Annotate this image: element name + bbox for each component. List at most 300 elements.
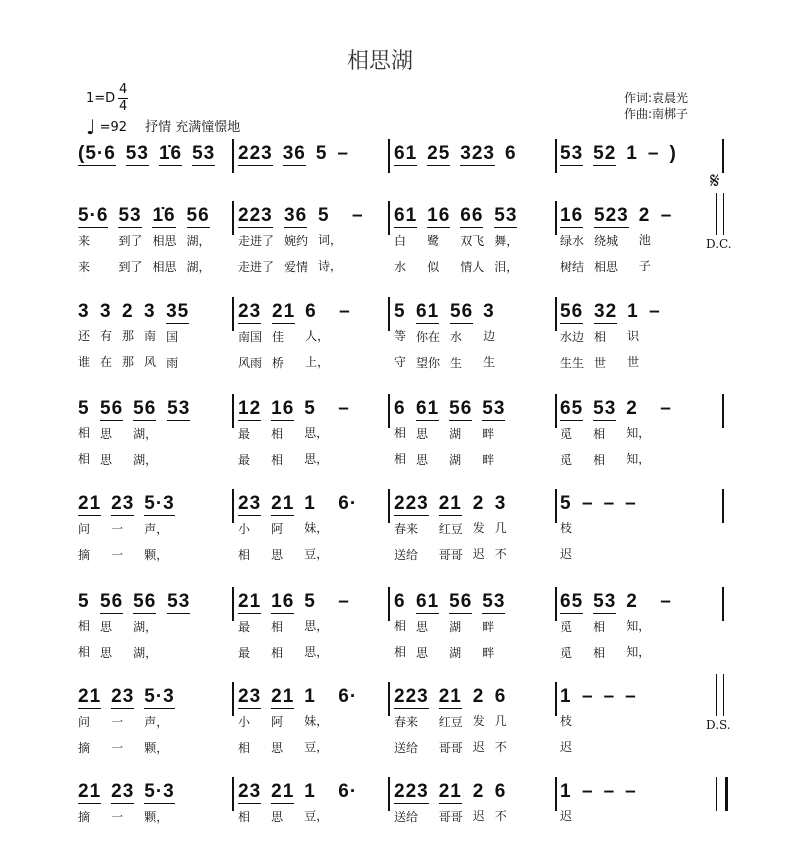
- note-group: 53: [593, 591, 617, 612]
- note-group: 2: [122, 301, 134, 322]
- measure: [560, 781, 637, 829]
- note-group: 53: [560, 143, 584, 164]
- note-column: [560, 591, 583, 666]
- note-column: [394, 686, 429, 761]
- key-signature: 1=D: [86, 91, 116, 106]
- note-group: 53: [167, 591, 191, 612]
- lyric-syllable: 觅: [560, 620, 573, 634]
- measure: [78, 686, 175, 761]
- note-column: [560, 398, 583, 473]
- note-group: 21: [238, 591, 262, 612]
- lyric-syllable: 哥哥: [438, 548, 463, 562]
- lyric-syllable: 南国: [238, 330, 263, 344]
- note-group: 5·3: [144, 686, 175, 707]
- lyric-syllable: 枝: [560, 714, 573, 728]
- note-column: [495, 686, 507, 761]
- note-group: 2: [472, 493, 485, 514]
- note-group: 1̇6: [158, 143, 183, 164]
- lyric-syllable: 摘: [78, 548, 91, 562]
- note-column: [238, 301, 262, 376]
- note-column: [494, 205, 518, 280]
- bar-line: [232, 489, 234, 523]
- credits: [624, 90, 688, 122]
- note-column: [460, 205, 484, 280]
- note-column: [305, 301, 329, 376]
- note-group: 2: [472, 686, 485, 707]
- note-column: [416, 301, 440, 376]
- lyric-syllable: 相思: [152, 234, 177, 248]
- lyric-syllable: 思: [100, 620, 113, 634]
- lyric-syllable: 相: [238, 548, 251, 562]
- lyric-syllable: 生: [483, 355, 496, 369]
- lyric-syllable: 相: [394, 619, 407, 633]
- note-group: 66: [460, 205, 484, 226]
- lyric-syllable: 哥哥: [438, 741, 463, 755]
- lyric-syllable: 绕城: [594, 234, 619, 248]
- note-group: –: [338, 398, 350, 419]
- measure: [560, 686, 637, 760]
- lyric-syllable: 鹭: [427, 234, 440, 248]
- bar-line: [388, 489, 390, 523]
- lyric-syllable: 颗，: [144, 548, 169, 562]
- lyric-syllable: 湖，: [133, 646, 158, 660]
- note-group: 16: [271, 398, 295, 419]
- bar-line: [722, 587, 724, 621]
- double-bar-line: [716, 193, 724, 235]
- note-group: 6: [394, 398, 406, 419]
- lyric-syllable: 畔: [482, 620, 495, 634]
- note-group: 2: [638, 205, 651, 226]
- note-group: 5: [78, 591, 90, 612]
- note-group: 16: [427, 205, 451, 226]
- note-column: [100, 301, 112, 376]
- note-group: 65: [560, 591, 584, 612]
- bar-line: [232, 682, 234, 716]
- note-column: [482, 398, 505, 473]
- note-group: 16: [271, 591, 295, 612]
- note-column: [560, 301, 584, 376]
- note-column: [166, 301, 189, 376]
- note-group: 36: [282, 143, 306, 164]
- note-group: 53: [167, 398, 191, 419]
- lyric-syllable: 湖，: [186, 234, 211, 248]
- note-column: [144, 781, 174, 830]
- note-group: –: [603, 686, 616, 707]
- lyric-syllable: 相: [593, 453, 606, 467]
- bar-line: [722, 394, 724, 428]
- note-group: 23: [238, 686, 262, 707]
- lyric-syllable: 来: [78, 234, 91, 248]
- lyric-syllable: 思，: [304, 619, 329, 633]
- note-column: [639, 205, 651, 280]
- lyric-syllable: 风: [144, 355, 157, 369]
- lyric-syllable: 一: [111, 715, 124, 729]
- lyric-syllable: 生生: [560, 356, 585, 370]
- note-group: 6·: [338, 781, 358, 802]
- note-column: [439, 493, 463, 568]
- lyric-syllable: 最: [238, 427, 251, 441]
- lyric-syllable: 相: [594, 330, 607, 344]
- note-column: [495, 781, 507, 830]
- note-group: 53: [118, 205, 142, 226]
- lyric-syllable: 摘: [78, 810, 91, 824]
- note-group: 21: [271, 686, 295, 707]
- lyric-syllable: 池: [638, 233, 651, 247]
- note-group: 53: [482, 398, 506, 419]
- note-column: [582, 686, 594, 760]
- lyric-syllable: 思，: [304, 426, 329, 440]
- note-group: 23: [238, 493, 262, 514]
- note-column: [604, 493, 616, 567]
- tempo-value: =92: [99, 120, 128, 135]
- note-column: [627, 301, 639, 376]
- note-column: [505, 143, 517, 166]
- bar-line: [388, 297, 390, 331]
- note-group: 6·: [338, 686, 358, 707]
- bar-line: [388, 201, 390, 235]
- tempo-marking: [86, 115, 240, 139]
- bar-line: [388, 682, 390, 716]
- lyric-syllable: 几: [494, 521, 507, 535]
- note-column: [625, 781, 637, 829]
- note-column: [460, 143, 495, 166]
- lyric-syllable: 迟: [472, 740, 485, 754]
- note-column: [416, 398, 439, 473]
- lyric-syllable: 相: [78, 619, 91, 633]
- lyric-syllable: 一: [111, 741, 124, 755]
- lyric-syllable: 小: [238, 715, 251, 729]
- note-column: [482, 591, 505, 666]
- note-column: [187, 205, 211, 280]
- note-column: [338, 686, 357, 761]
- note-group: 61: [394, 205, 418, 226]
- lyric-syllable: 情人: [460, 260, 485, 274]
- note-column: [394, 143, 417, 166]
- note-column: [238, 205, 274, 280]
- lyric-syllable: 望你: [416, 356, 441, 370]
- note-group: 523: [594, 205, 629, 226]
- note-column: [625, 493, 637, 567]
- note-group: 21: [272, 301, 296, 322]
- time-signature-bottom: 4: [119, 99, 128, 114]
- lyric-syllable: 生: [450, 356, 463, 370]
- lyric-syllable: 湖: [449, 646, 462, 660]
- measure: [238, 591, 350, 666]
- note-group: 2: [626, 398, 638, 419]
- note-column: [560, 686, 572, 760]
- double-bar-line: [716, 674, 724, 716]
- lyric-syllable: 思: [271, 548, 284, 562]
- note-group: 12: [238, 398, 262, 419]
- note-group: 56: [133, 591, 157, 612]
- measure: [78, 781, 175, 830]
- note-group: 53: [192, 143, 216, 164]
- bar-line: [555, 682, 557, 716]
- note-column: [339, 301, 351, 376]
- note-group: 5: [315, 143, 328, 164]
- note-group: 2: [626, 591, 638, 612]
- note-column: [394, 591, 406, 666]
- note-column: [582, 781, 594, 829]
- lyric-syllable: 最: [238, 620, 251, 634]
- lyric-syllable: 风雨: [238, 356, 263, 370]
- lyric-syllable: 相思: [594, 260, 619, 274]
- lyric-syllable: 来: [78, 260, 91, 274]
- lyric-syllable: 你在: [416, 330, 441, 344]
- measure: [78, 205, 211, 280]
- note-column: [449, 398, 472, 473]
- lyric-syllable: 双飞: [460, 234, 485, 248]
- note-group: –: [337, 143, 349, 164]
- note-column: [126, 143, 149, 166]
- composer: 作曲:南梆子: [624, 107, 689, 121]
- note-column: [416, 591, 439, 666]
- lyric-syllable: 一: [111, 548, 124, 562]
- time-signature-top: 4: [119, 82, 128, 97]
- note-column: [626, 591, 650, 666]
- lyric-syllable: 觅: [560, 453, 573, 467]
- lyric-syllable: 南: [144, 329, 157, 343]
- lyric-syllable: 白: [394, 234, 407, 248]
- measure: [78, 493, 175, 568]
- lyric-syllable: 相: [271, 427, 284, 441]
- note-column: [560, 205, 584, 280]
- note-group: 61: [416, 398, 440, 419]
- note-column: [338, 591, 350, 666]
- note-group: 5: [304, 591, 316, 612]
- lyric-syllable: 不: [494, 547, 507, 561]
- note-group: 1: [560, 686, 572, 707]
- lyric-syllable: 相: [271, 620, 284, 634]
- lyric-syllable: 送给: [394, 548, 419, 562]
- lyric-syllable: 一: [111, 810, 124, 824]
- note-group: 1: [304, 781, 316, 802]
- note-group: 21: [78, 781, 102, 802]
- lyric-syllable: 知，: [626, 619, 651, 633]
- bar-line: [555, 297, 557, 331]
- lyric-syllable: 发: [472, 714, 485, 728]
- lyric-syllable: 雨: [166, 356, 179, 370]
- measure: [238, 205, 364, 280]
- lyric-syllable: 相: [394, 426, 407, 440]
- note-group: 21: [438, 686, 462, 707]
- note-group: 65: [560, 398, 584, 419]
- note-group: –: [660, 591, 672, 612]
- measure: [238, 143, 349, 166]
- note-column: [192, 143, 215, 166]
- note-column: [159, 143, 182, 166]
- note-group: 3: [144, 301, 156, 322]
- lyric-syllable: 绿水: [560, 234, 585, 248]
- note-column: [271, 493, 294, 568]
- note-group: 3: [100, 301, 112, 322]
- note-column: [352, 205, 364, 280]
- bar-line: [555, 201, 557, 235]
- note-column: [594, 301, 617, 376]
- note-column: [284, 205, 308, 280]
- lyric-syllable: 迟: [560, 809, 573, 823]
- note-group: –: [660, 205, 673, 226]
- lyric-syllable: 婉约: [284, 234, 309, 248]
- lyric-syllable: 知，: [626, 645, 651, 659]
- lyric-syllable: 有: [100, 329, 113, 343]
- lyric-syllable: 谁: [78, 355, 91, 369]
- bar-line: [555, 489, 557, 523]
- note-group: 23: [111, 781, 135, 802]
- note-group: 56: [560, 301, 584, 322]
- note-group: –: [625, 686, 637, 707]
- note-group: 1: [304, 493, 316, 514]
- measure: [394, 143, 517, 166]
- lyric-syllable: 哥哥: [438, 810, 463, 824]
- lyric-syllable: 相: [78, 645, 91, 659]
- note-group: 52: [593, 143, 617, 164]
- note-column: [238, 591, 261, 666]
- lyric-syllable: 畔: [482, 646, 495, 660]
- lyric-syllable: 湖: [449, 620, 462, 634]
- note-group: 36: [284, 205, 308, 226]
- note-group: 2: [472, 781, 485, 802]
- lyric-syllable: 知，: [626, 452, 651, 466]
- note-group: –: [603, 781, 616, 802]
- lyric-syllable: 湖，: [186, 260, 211, 274]
- lyric-syllable: 思: [100, 646, 113, 660]
- measure: [394, 398, 505, 473]
- note-group: 56: [100, 398, 124, 419]
- lyric-syllable: 豆，: [304, 547, 329, 561]
- note-column: [144, 686, 174, 761]
- note-column: [394, 205, 417, 280]
- measure: [394, 781, 507, 830]
- note-group: 32: [594, 301, 618, 322]
- lyric-syllable: 思: [100, 453, 113, 467]
- note-column: [661, 205, 673, 280]
- lyric-syllable: 妹，: [304, 521, 329, 535]
- note-group: 223: [394, 781, 429, 802]
- time-signature: [118, 82, 128, 115]
- note-column: [304, 591, 328, 666]
- note-column: [78, 591, 90, 666]
- note-group: –: [649, 301, 661, 322]
- note-group: 61: [416, 301, 440, 322]
- note-column: [304, 398, 328, 473]
- measure: [78, 143, 215, 166]
- quarter-note-icon: ♩: [86, 115, 96, 139]
- measure: [238, 398, 350, 473]
- lyric-syllable: 走进了: [238, 260, 275, 274]
- note-column: [669, 143, 676, 166]
- note-column: [271, 686, 294, 761]
- note-column: [271, 591, 294, 666]
- measure: [394, 686, 507, 761]
- lyric-syllable: 阿: [271, 522, 284, 536]
- note-column: [144, 493, 174, 568]
- note-column: [560, 143, 583, 166]
- lyric-syllable: 那: [122, 329, 135, 343]
- bar-line: [555, 394, 557, 428]
- note-group: 1: [626, 143, 638, 164]
- lyric-syllable: 畔: [482, 427, 495, 441]
- lyric-syllable: 迟: [472, 547, 485, 561]
- note-group: 21: [78, 686, 102, 707]
- measure: [560, 143, 677, 166]
- note-group: 6: [305, 301, 317, 322]
- note-column: [394, 493, 429, 568]
- note-group: ): [669, 143, 677, 164]
- lyric-syllable: 思: [416, 453, 429, 467]
- final-bar-line: [716, 777, 728, 811]
- note-column: [144, 301, 156, 376]
- note-group: 21: [438, 781, 462, 802]
- note-group: 21: [438, 493, 462, 514]
- note-column: [483, 301, 495, 376]
- note-column: [604, 781, 616, 829]
- lyric-syllable: 水: [450, 330, 463, 344]
- note-column: [272, 301, 295, 376]
- note-column: [427, 143, 450, 166]
- bar-line: [388, 139, 390, 173]
- lyric-syllable: 豆，: [304, 740, 329, 754]
- lyric-syllable: 在: [100, 355, 113, 369]
- measure: [394, 301, 495, 376]
- lyric-syllable: 声，: [144, 522, 169, 536]
- note-column: [560, 781, 572, 829]
- song-title: 相思湖: [346, 49, 413, 74]
- note-group: 53: [482, 591, 506, 612]
- lyric-syllable: 相: [394, 645, 407, 659]
- bar-line: [232, 201, 234, 235]
- note-column: [78, 143, 116, 166]
- lyric-syllable: 春来: [394, 715, 419, 729]
- note-group: 56: [186, 205, 210, 226]
- lyric-syllable: 春来: [394, 522, 419, 536]
- note-group: 3: [483, 301, 495, 322]
- lyric-syllable: 颗，: [144, 810, 169, 824]
- measure: [78, 301, 189, 376]
- lyric-syllable: 那: [122, 355, 135, 369]
- expression-text: 抒情 充满憧憬地: [145, 120, 241, 135]
- measure: [560, 591, 672, 666]
- note-column: [394, 301, 406, 376]
- note-column: [594, 205, 629, 280]
- lyric-syllable: 迟: [472, 809, 485, 823]
- note-column: [316, 143, 328, 166]
- bar-line: [555, 777, 557, 811]
- measure: [394, 205, 518, 280]
- bar-line: [232, 394, 234, 428]
- note-column: [283, 143, 306, 166]
- lyric-syllable: 相: [78, 426, 91, 440]
- lyric-syllable: 词，: [318, 233, 343, 247]
- note-group: 35: [166, 301, 190, 322]
- note-column: [473, 781, 485, 830]
- lyric-syllable: 似: [427, 260, 440, 274]
- note-column: [271, 398, 294, 473]
- lyric-syllable: 上，: [305, 355, 330, 369]
- note-column: [122, 301, 134, 376]
- note-column: [238, 781, 261, 830]
- lyric-syllable: 湖: [449, 453, 462, 467]
- lyric-syllable: 世: [627, 355, 640, 369]
- note-group: 53: [494, 205, 518, 226]
- note-group: 53: [125, 143, 149, 164]
- lyric-syllable: 相: [593, 427, 606, 441]
- lyric-syllable: 觅: [560, 646, 573, 660]
- lyric-syllable: 诗，: [318, 259, 343, 273]
- note-column: [78, 686, 101, 761]
- lyric-syllable: 相: [78, 452, 91, 466]
- note-group: 23: [111, 686, 135, 707]
